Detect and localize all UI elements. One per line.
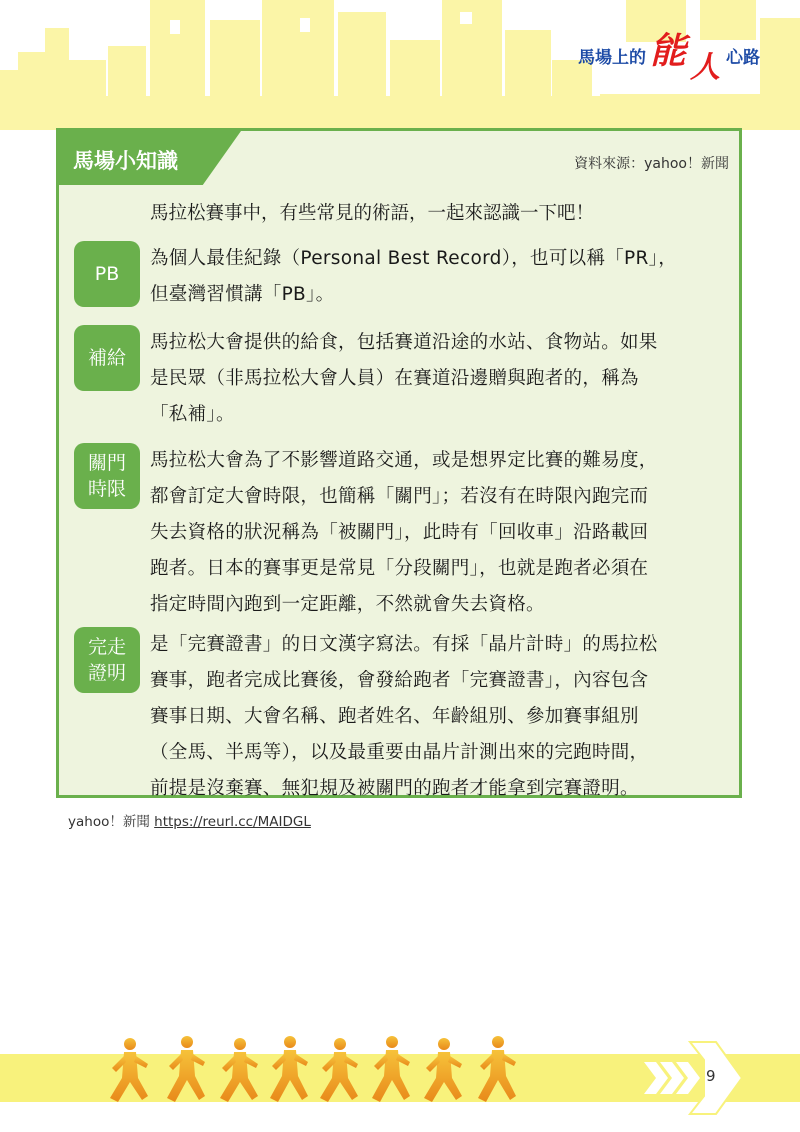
arrow-icon: [644, 1042, 742, 1114]
term-line: 馬拉松大會提供的給食，包括賽道沿途的水站、食物站。如果: [150, 332, 658, 353]
term-line: 「私補」。: [150, 404, 235, 425]
header-title-suffix: 心路: [726, 48, 760, 68]
term-description-finisher: [150, 627, 740, 807]
term-line: 是民眾（非馬拉松大會人員）在賽道沿邊贈與跑者的，稱為: [150, 368, 639, 389]
term-line: 賽事，跑者完成比賽後，會發給跑者「完賽證書」，內容包含: [150, 670, 649, 691]
term-line: 指定時間內跑到一定距離，不然就會失去資格。: [150, 594, 545, 615]
term-badge-line: PB: [94, 263, 120, 285]
card-tab-label: 馬場小知識: [73, 149, 178, 173]
term-description-cutoff: [150, 443, 740, 623]
term-line: （全馬、半馬等），以及最重要由晶片計測出來的完跑時間，: [150, 742, 649, 763]
footnote-source: yahoo！新聞: [68, 814, 150, 830]
term-description-pb: [150, 241, 740, 313]
term-line: 但臺灣習慣講「PB」。: [150, 284, 335, 305]
knowledge-card: [56, 128, 742, 798]
term-badge-pb: [74, 241, 140, 307]
term-line: 賽事日期、大會名稱、跑者姓名、年齡組別、參加賽事組別: [150, 706, 639, 727]
term-badge-line: 時限: [87, 478, 126, 500]
header-title: [577, 31, 760, 94]
term-line: 跑者。日本的賽事更是常見「分段關門」，也就是跑者必須在: [150, 558, 649, 579]
term-line: 前提是沒棄賽、無犯規及被關門的跑者才能拿到完賽證明。: [150, 778, 639, 799]
term-line: 失去資格的狀況稱為「被關門」，此時有「回收車」沿路載回: [150, 522, 649, 543]
header-title-prefix: 馬場上的: [577, 48, 646, 68]
term-badge-cutoff: [74, 443, 140, 509]
term-badge-line: 完走: [87, 636, 126, 658]
page-number: 9: [706, 1067, 716, 1085]
term-badge-line: 關門: [87, 452, 126, 474]
term-line: 都會訂定大會時限，也簡稱「關門」；若沒有在時限內跑完而: [150, 486, 649, 507]
term-badge-supply: [74, 325, 140, 391]
term-badge-finisher: [74, 627, 140, 693]
term-line: 是「完賽證書」的日文漢字寫法。有採「晶片計時」的馬拉松: [150, 634, 658, 655]
footnote-link[interactable]: https://reurl.cc/MAIDGL: [154, 814, 311, 830]
header-title-char-2: 人: [690, 50, 720, 85]
card-source: 資料來源：yahoo！新聞: [574, 156, 729, 172]
term-line: 為個人最佳紀錄（Personal Best Record），也可以稱「PR」，: [150, 248, 678, 269]
header-title-char-1: 能: [649, 31, 686, 72]
footnote: [68, 810, 311, 830]
term-badge-line: 證明: [87, 662, 126, 684]
term-badge-line: 補給: [87, 347, 126, 369]
footer-band: [0, 1032, 800, 1132]
term-description-supply: [150, 325, 740, 433]
term-line: 馬拉松大會為了不影響道路交通，或是想界定比賽的難易度，: [150, 450, 658, 471]
card-intro: 馬拉松賽事中，有些常見的術語，一起來認識一下吧！: [150, 203, 595, 224]
